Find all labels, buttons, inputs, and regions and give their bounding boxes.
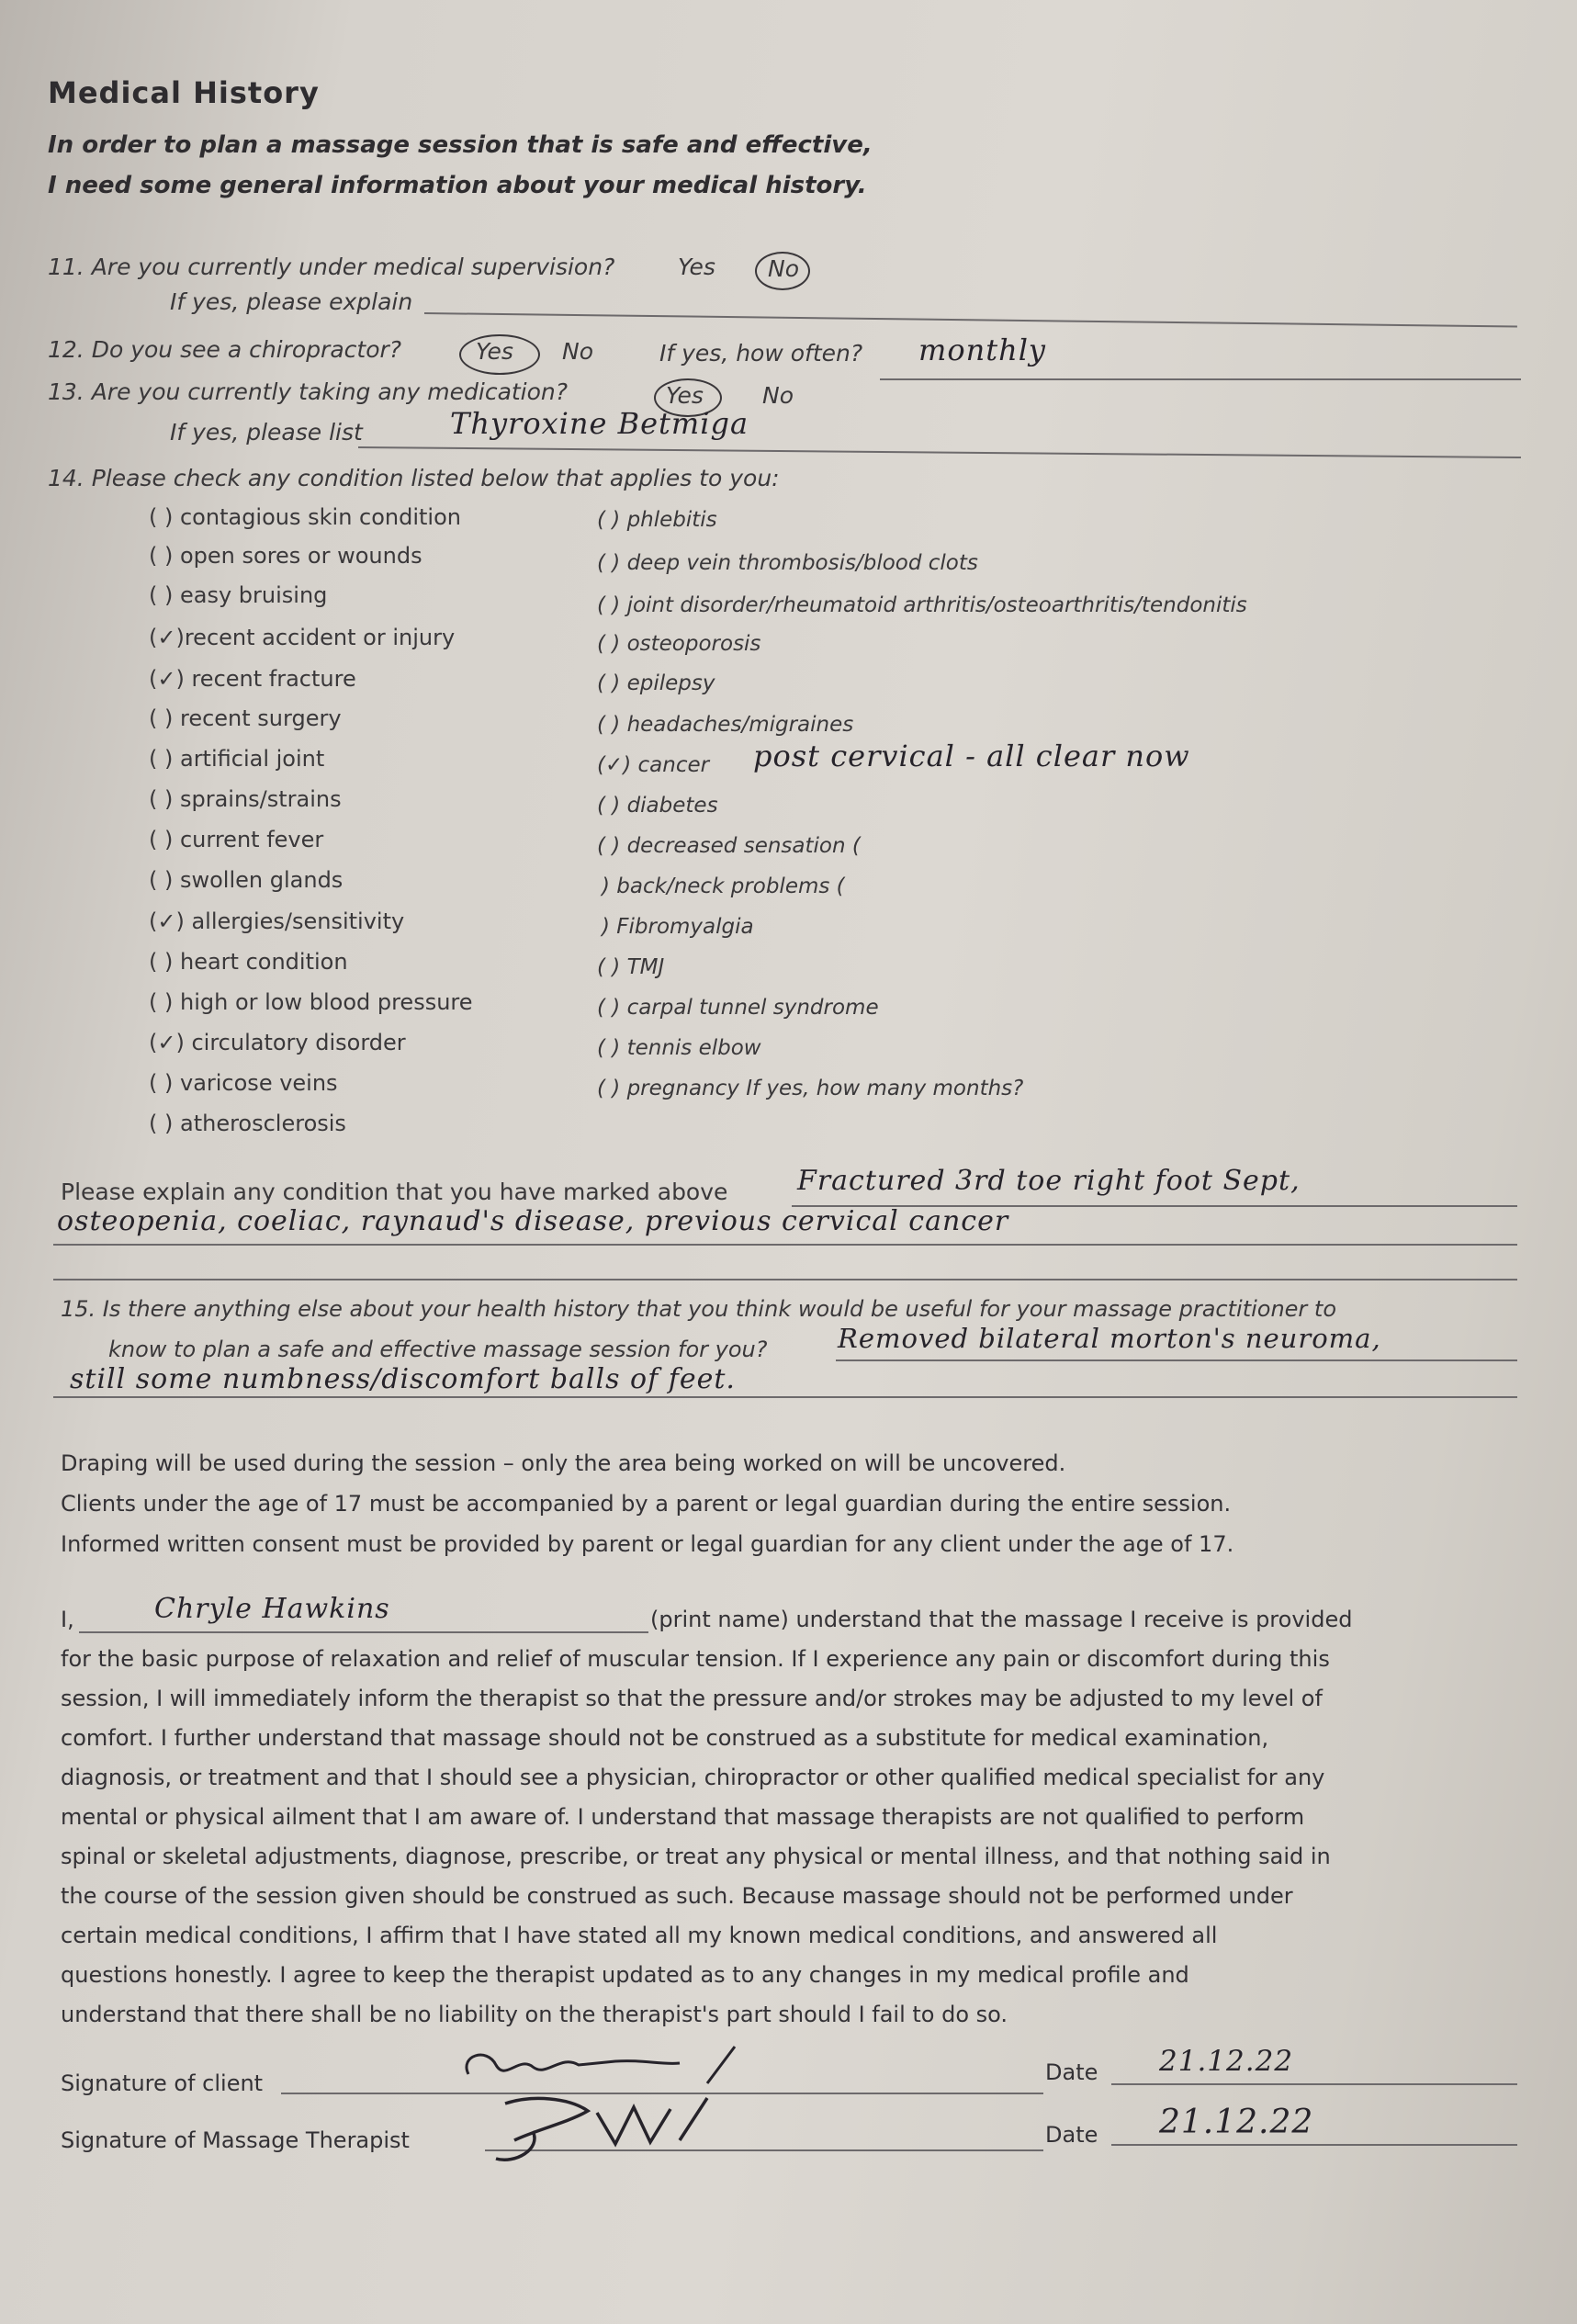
q13-no-option[interactable]: No xyxy=(762,382,794,409)
condition-item[interactable]: ( ) varicose veins xyxy=(149,1070,338,1096)
q15-question-line-1: 15. Is there anything else about your health history that you think would be useful for your massage practitioner to xyxy=(61,1296,1337,1322)
q11-yes-option[interactable]: Yes xyxy=(678,254,715,280)
print-name-value: Chryle Hawkins xyxy=(154,1593,390,1625)
condition-item[interactable]: ( ) joint disorder/rheumatoid arthritis/osteoarthritis/tendonitis xyxy=(597,593,1247,617)
q11-question: 11. Are you currently under medical supervision? xyxy=(48,254,615,280)
condition-item[interactable]: (✓)recent accident or injury xyxy=(149,625,456,650)
client-date-line[interactable] xyxy=(1111,2083,1517,2085)
q11-explain-label: If yes, please explain xyxy=(170,288,413,315)
q12-how-often-label: If yes, how often? xyxy=(659,340,863,367)
therapist-signature-label: Signature of Massage Therapist xyxy=(61,2127,410,2153)
consent-line: mental or physical ailment that I am aware of. I understand that massage therapists are not qualified to perform xyxy=(61,1804,1305,1830)
q13-medication-answer: Thyroxine Betmiga xyxy=(450,406,749,441)
client-date-label: Date xyxy=(1045,2059,1098,2085)
notice-consent: Informed written consent must be provided by parent or legal guardian for any client under the age of 17. xyxy=(61,1531,1234,1557)
q12-how-often-answer: monthly xyxy=(918,333,1046,367)
explain-answer-1: Fractured 3rd toe right foot Sept, xyxy=(797,1165,1301,1197)
consent-line: certain medical conditions, I affirm that I have stated all my known medical conditions, and answered all xyxy=(61,1923,1218,1948)
q11-explain-line[interactable] xyxy=(424,312,1517,328)
condition-item[interactable]: (✓) allergies/sensitivity xyxy=(149,908,405,934)
q12-how-often-line[interactable] xyxy=(880,378,1521,380)
condition-item[interactable]: (✓) cancer xyxy=(597,753,710,777)
client-date-value: 21.12.22 xyxy=(1159,2045,1294,2078)
consent-line: spinal or skeletal adjustments, diagnose, prescribe, or treat any physical or mental illness, and that nothing said in xyxy=(61,1844,1331,1869)
condition-item[interactable]: ) back/neck problems ( xyxy=(602,874,845,898)
explain-line-2[interactable] xyxy=(53,1244,1517,1246)
q12-question: 12. Do you see a chiropractor? xyxy=(48,336,402,363)
condition-item[interactable]: ( ) contagious skin condition xyxy=(149,504,461,530)
cancer-note: post cervical - all clear now xyxy=(753,739,1190,773)
condition-item[interactable]: ( ) carpal tunnel syndrome xyxy=(597,996,879,1020)
consent-line: session, I will immediately inform the therapist so that the pressure and/or strokes may be adjusted to my level of xyxy=(61,1686,1323,1711)
notice-minors: Clients under the age of 17 must be accompanied by a parent or legal guardian during the entire session. xyxy=(61,1491,1232,1517)
condition-item[interactable]: ) Fibromyalgia xyxy=(602,915,754,939)
condition-item[interactable]: ( ) osteoporosis xyxy=(597,632,761,656)
condition-item[interactable]: ( ) tennis elbow xyxy=(597,1036,761,1060)
explain-line-3[interactable] xyxy=(53,1279,1517,1280)
q12-yes-circle xyxy=(459,334,540,375)
therapist-signature-mark xyxy=(478,2085,753,2168)
therapist-date-label: Date xyxy=(1045,2122,1098,2148)
consent-line: diagnosis, or treatment and that I should see a physician, chiropractor or other qualified medical specialist for any xyxy=(61,1765,1325,1790)
consent-suffix: (print name) understand that the massage I receive is provided xyxy=(650,1607,1353,1632)
therapist-date-value: 21.12.22 xyxy=(1159,2104,1314,2141)
intro-line-1: In order to plan a massage session that is safe and effective, xyxy=(48,131,873,159)
condition-item[interactable]: ( ) heart condition xyxy=(149,949,348,975)
client-signature-label: Signature of client xyxy=(61,2070,264,2096)
q12-yes-option[interactable]: Yes xyxy=(476,338,513,365)
consent-line: comfort. I further understand that massage should not be construed as a substitute for medical examination, xyxy=(61,1725,1269,1751)
print-name-line[interactable] xyxy=(79,1631,648,1633)
intro-line-2: I need some general information about your medical history. xyxy=(48,172,867,199)
q14-question: 14. Please check any condition listed below that applies to you: xyxy=(48,465,780,491)
q11-no-circle xyxy=(755,252,810,290)
consent-line: questions honestly. I agree to keep the therapist updated as to any changes in my medical profile and xyxy=(61,1962,1189,1988)
consent-prefix: I, xyxy=(61,1607,74,1632)
condition-item[interactable]: (✓) recent fracture xyxy=(149,666,356,692)
q15-answer-line-2[interactable] xyxy=(53,1396,1517,1398)
consent-line: understand that there shall be no liability on the therapist's part should I fail to do so. xyxy=(61,2002,1008,2027)
condition-item[interactable]: ( ) swollen glands xyxy=(149,867,344,893)
explain-label: Please explain any condition that you have marked above xyxy=(61,1179,728,1205)
condition-item[interactable]: ( ) sprains/strains xyxy=(149,786,342,812)
condition-item[interactable]: ( ) phlebitis xyxy=(597,508,717,532)
condition-item[interactable]: ( ) headaches/migraines xyxy=(597,713,854,737)
condition-item[interactable]: ( ) deep vein thrombosis/blood clots xyxy=(597,551,978,575)
q11-no-option[interactable]: No xyxy=(768,255,799,282)
condition-item[interactable]: ( ) atherosclerosis xyxy=(149,1111,346,1136)
q12-no-option[interactable]: No xyxy=(562,338,593,365)
explain-answer-2: osteopenia, coeliac, raynaud's disease, previous cervical cancer xyxy=(57,1205,1009,1237)
q15-question-line-2: know to plan a safe and effective massage session for you? xyxy=(108,1337,768,1362)
condition-item[interactable]: ( ) current fever xyxy=(149,827,324,852)
q15-answer-2: still some numbness/discomfort balls of feet. xyxy=(70,1363,736,1395)
condition-item[interactable]: ( ) easy bruising xyxy=(149,582,328,608)
condition-item[interactable]: ( ) artificial joint xyxy=(149,746,325,772)
q13-yes-option[interactable]: Yes xyxy=(666,382,704,409)
page-title: Medical History xyxy=(48,75,320,110)
condition-item[interactable]: ( ) recent surgery xyxy=(149,705,342,731)
consent-line: the course of the session given should be construed as such. Because massage should not be performed under xyxy=(61,1883,1293,1909)
condition-item[interactable]: ( ) decreased sensation ( xyxy=(597,834,861,858)
therapist-date-line[interactable] xyxy=(1111,2144,1517,2146)
condition-item[interactable]: ( ) open sores or wounds xyxy=(149,543,422,569)
q13-list-label: If yes, please list xyxy=(170,419,363,446)
condition-item[interactable]: ( ) pregnancy If yes, how many months? xyxy=(597,1077,1024,1100)
condition-item[interactable]: (✓) circulatory disorder xyxy=(149,1030,406,1055)
q13-list-line[interactable] xyxy=(358,446,1521,458)
q13-question: 13. Are you currently taking any medication? xyxy=(48,378,569,405)
condition-item[interactable]: ( ) high or low blood pressure xyxy=(149,989,473,1015)
notice-draping: Draping will be used during the session – only the area being worked on will be uncovered. xyxy=(61,1450,1066,1476)
consent-line: for the basic purpose of relaxation and relief of muscular tension. If I experience any pain or discomfort during this xyxy=(61,1646,1330,1672)
condition-item[interactable]: ( ) TMJ xyxy=(597,955,665,979)
q15-answer-1: Removed bilateral morton's neuroma, xyxy=(838,1323,1381,1354)
q15-answer-line-1[interactable] xyxy=(836,1359,1517,1361)
condition-item[interactable]: ( ) diabetes xyxy=(597,794,718,818)
condition-item[interactable]: ( ) epilepsy xyxy=(597,671,715,695)
